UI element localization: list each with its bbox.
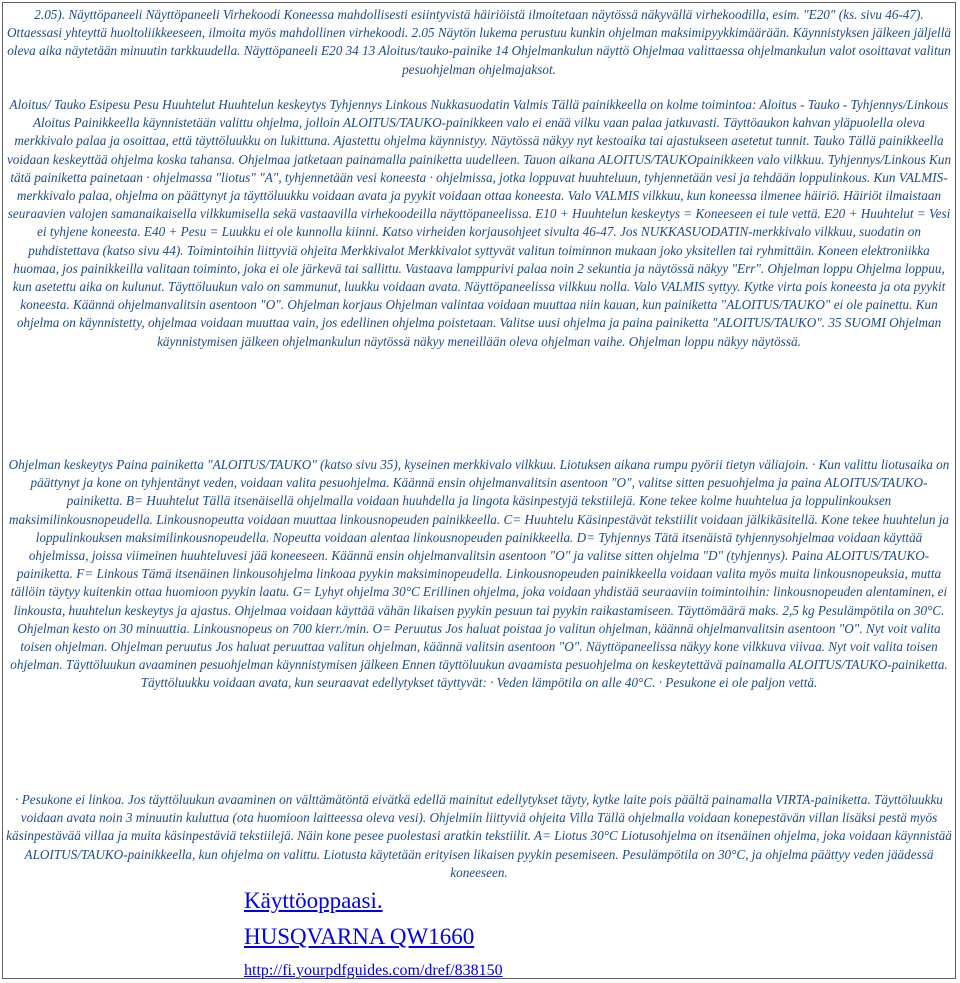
paragraph-program-pause: Ohjelman keskeytys Paina painiketta "ALOITUS/TAUKO" (katso sivu 35), kyseinen merkkivalo vilkkuu. Liotuksen aikana rumpu pyörii tietyn väliajoin. · Kun valittu liotusaika on päättynyt ja kone on tyhjentänyt veden, voidaan valita pesuohjelma. Käännä ensin ohjelmanvalitsin asentoon "O", valitse sitten pesuohjelma ja paina ALOITUS/TAUKO-painiketta. B= Huuhtelut Tällä itsenäisellä ohjelmalla voidaan huuhdella ja lingota käsinpestyjä tekstiilejä. Kone tekee kolme huuhtelua ja loppulinkouksen maksimilinkousnopeudella. Linkousnopeutta voidaan muuttaa linkousnopeuden painikkeella. C= Huuhtelu Käsinpestävät tekstiilit voidaan jälkikäsitellä. Kone tekee huuhtelun ja loppulinkouksen maksimilinkousnopeudella. Nopeutta voidaan alentaa linkousnopeuden painikkeella. D= Tyhjennys Tätä itsenäistä tyhjennysohjelmaa voidaan käyttää ohjelmissa, joissa viimeinen huuhteluvesi jää koneeseen. Käännä ensin ohjelmanvalitsin asentoon "O" ja valitse sitten ohjelma "D" (tyhjennys). Paina ALOITUS/TAUKO-painiketta. F= Linkous Tämä itsenäinen linkousohjelma linkoaa pyykin maksiminopeudella. Linkousnopeuden painikkeella voidaan valita myös muita linkousnopeuksia, mutta tällöin täytyy kuitenkin ottaa huomioon pyykin laatu. G= Lyhyt ohjelma 30°C Erillinen ohjelma, joka voidaan yhdistää seuraaviin toimintoihin: linkousnopeuden alentaminen, ei linkousta, huuhtelun keskeytys ja ajastus. Ohjelmaa voidaan käyttää vähän likaisen pyykin pesuun tai pyykin raikastamiseen. Täyttömäärä maks. 2,5 kg Pesulämpötila on 30°C. Ohjelman kesto on 30 minuuttia. Linkousnopeus on 700 kierr./min. O= Peruutus Jos haluat poistaa jo valitun ohjelman, käännä ohjelmanvalitsin asentoon "O". Nyt voit valita toisen ohjelman. Ohjelman peruutus Jos haluat peruuttaa valitun ohjelman, käännä valitsin asentoon "O". Näyttöpaneelissa näkyy kone vilkkuva viivaa. Nyt voit valita toisen ohjelman. Täyttöluukun avaaminen pesuohjelman käynnistymisen jälkeen Ennen täyttöluukun avaamista pesuohjelma on keskeytettävä painamalla ALOITUS/TAUKO-painiketta. Täyttöluukku voidaan avata, kun seuraavat edellytykset täyttyvät: · Veden lämpötila on alle 40°C. · Pesukone ei ole paljon vettä.	[8, 457, 950, 691]
url-link[interactable]: http://fi.yourpdfguides.com/dref/838150	[244, 962, 503, 979]
footer-links	[244, 884, 503, 982]
paragraph-display-panel: 2.05). Näyttöpaneeli Näyttöpaneeli Virhekoodi Koneessa mahdollisesti esiintyvistä häiriöistä ilmoitetaan näytössä näkyvällä virhekoodilla, esim. "E20" (ks. sivu 46-47). Ottaessasi yhteyttä huoltoliikkeeseen, ilmoita myös mahdollinen virhekoodi. 2.05 Näytön lukema perustuu kunkin ohjelman maksimipyykkimäärään. Käynnistyksen jälkeen jäljellä oleva aika näytetään minuutin tarkkuudella. Näyttöpaneeli E20 34 13 Aloitus/tauko-painike 14 Ohjelmankulun näyttö Ohjelmaa valittaessa ohjelmankulun valot osoittavat valitun pesuohjelman ohjelmajaksot.	[7, 7, 951, 77]
manual-link[interactable]: Käyttöoppaasi.	[244, 888, 383, 913]
model-link[interactable]: HUSQVARNA QW1660	[244, 924, 475, 949]
paragraph-buttons-indicators: Aloitus/ Tauko Esipesu Pesu Huuhtelut Huuhtelun keskeytys Tyhjennys Linkous Nukkasuodatin Valmis Tällä painikkeella on kolme toimintoa: Aloitus - Tauko - Tyhjennys/Linkous Aloitus Painikkeella käynnistetään valittu ohjelma, jolloin ALOITUS/TAUKO-painikkeen valo ei enää vilku vaan palaa jatkuvasti. Täyttöaukon kahvan yläpuolella oleva merkkivalo palaa ja osoittaa, että täyttöluukku on lukittuna. Ajastettu ohjelma käynnistyy. Näytössä näkyy nyt kestoaika tai ajastukseen asetetut tunnit. Tauko Tällä painikkeella voidaan keskeyttää ohjelma koska tahansa. Ohjelmaa jatketaan painamalla painiketta uudelleen. Tauon aikana ALOITUS/TAUKOpainikkeen valo vilkkuu. Tyhjennys/Linkous Kun tätä painiketta painetaan · ohjelmassa "liotus" "A", tyhjennetään vesi koneesta · ohjelmissa, jotka loppuvat huuhteluun, tyhjennetään vesi ja tehdään loppulinkous. Kun VALMIS-merkkivalo palaa, ohjelma on päättynyt ja täyttöluukku voidaan avata ja pyykit voidaan ottaa koneesta. Valo VALMIS vilkkuu, kun koneessa ilmenee häiriö. Häiriöt ilmaistaan seuraavien valojen samanaikaisella vilkkumisella sekä vastaavilla virhekoodeilla näyttöpaneelissa. E10 + Huuhtelun keskeytys = Koneeseen ei tule vettä. E20 + Huuhtelut = Vesi ei tyhjene koneesta. E40 + Pesu = Luukku ei ole kunnolla kiinni. Katso virheiden korjausohjeet sivulta 46-47. Jos NUKKASUODATIN-merkkivalo vilkkuu, suodatin on puhdistettava (katso sivu 44). Toimintoihin liittyviä ohjeita Merkkivalot Merkkivalot syttyvät valitun toiminnon mukaan joko yksitellen tai ryhmittäin. Koneen elektroniikka huomaa, jos painikkeilla valitaan toiminto, joka ei ole järkevä tai sallittu. Vastaava lamppurivi palaa noin 2 sekuntia ja näytössä näkyy "Err". Ohjelman loppu Ohjelma loppuu, kun asetettu aika on kulunut. Täyttöluukun valo on sammunut, luukku voidaan avata. Näyttöpaneelissa vilkkuu nolla. Valo VALMIS syttyy. Kytke virta pois koneesta ja ota pyykit koneesta. Käännä ohjelmanvalitsin asentoon "O". Ohjelman korjaus Ohjelman valintaa voidaan muuttaa niin kauan, kun painiketta "ALOITUS/TAUKO" ei ole painettu. Kun ohjelma on käynnistetty, ohjelmaa voidaan muuttaa vain, jos edellinen ohjelma poistetaan. Valitse uusi ohjelma ja paina painiketta "ALOITUS/TAUKO". 35 SUOMI Ohjelman käynnistymisen jälkeen ohjelmankulun näytössä näkyy meneillään oleva ohjelman vaihe. Ohjelman loppu näkyy näytössä.	[6, 97, 952, 349]
paragraph-soak-program: · Pesukone ei linkoa. Jos täyttöluukun avaaminen on välttämätöntä eivätkä edellä mainitut edellytykset täyty, kytke laite pois päältä painamalla VIRTA-painiketta. Täyttöluukku voidaan avata noin 3 minuutin kuluttua (ota huomioon laitteessa oleva vesi). Ohjelmiin liittyviä ohjeita Villa Tällä ohjelmalla voidaan konepestävän villan lisäksi pestä myös käsinpestävää villaa ja muita käsinpestäviä tekstiilejä. Näin kone pesee puolestasi aratkin tekstiilit. A= Liotus 30°C Liotusohjelma on itsenäinen ohjelma, joka voidaan käynnistää ALOITUS/TAUKO-painikkeella, kun ohjelma on valittu. Liotusta käytetään erityisen likaisen pyykin pesemiseen. Pesulämpötila on 30°C, ja ohjelma päättyy veden jäädessä koneeseen.	[6, 792, 952, 880]
